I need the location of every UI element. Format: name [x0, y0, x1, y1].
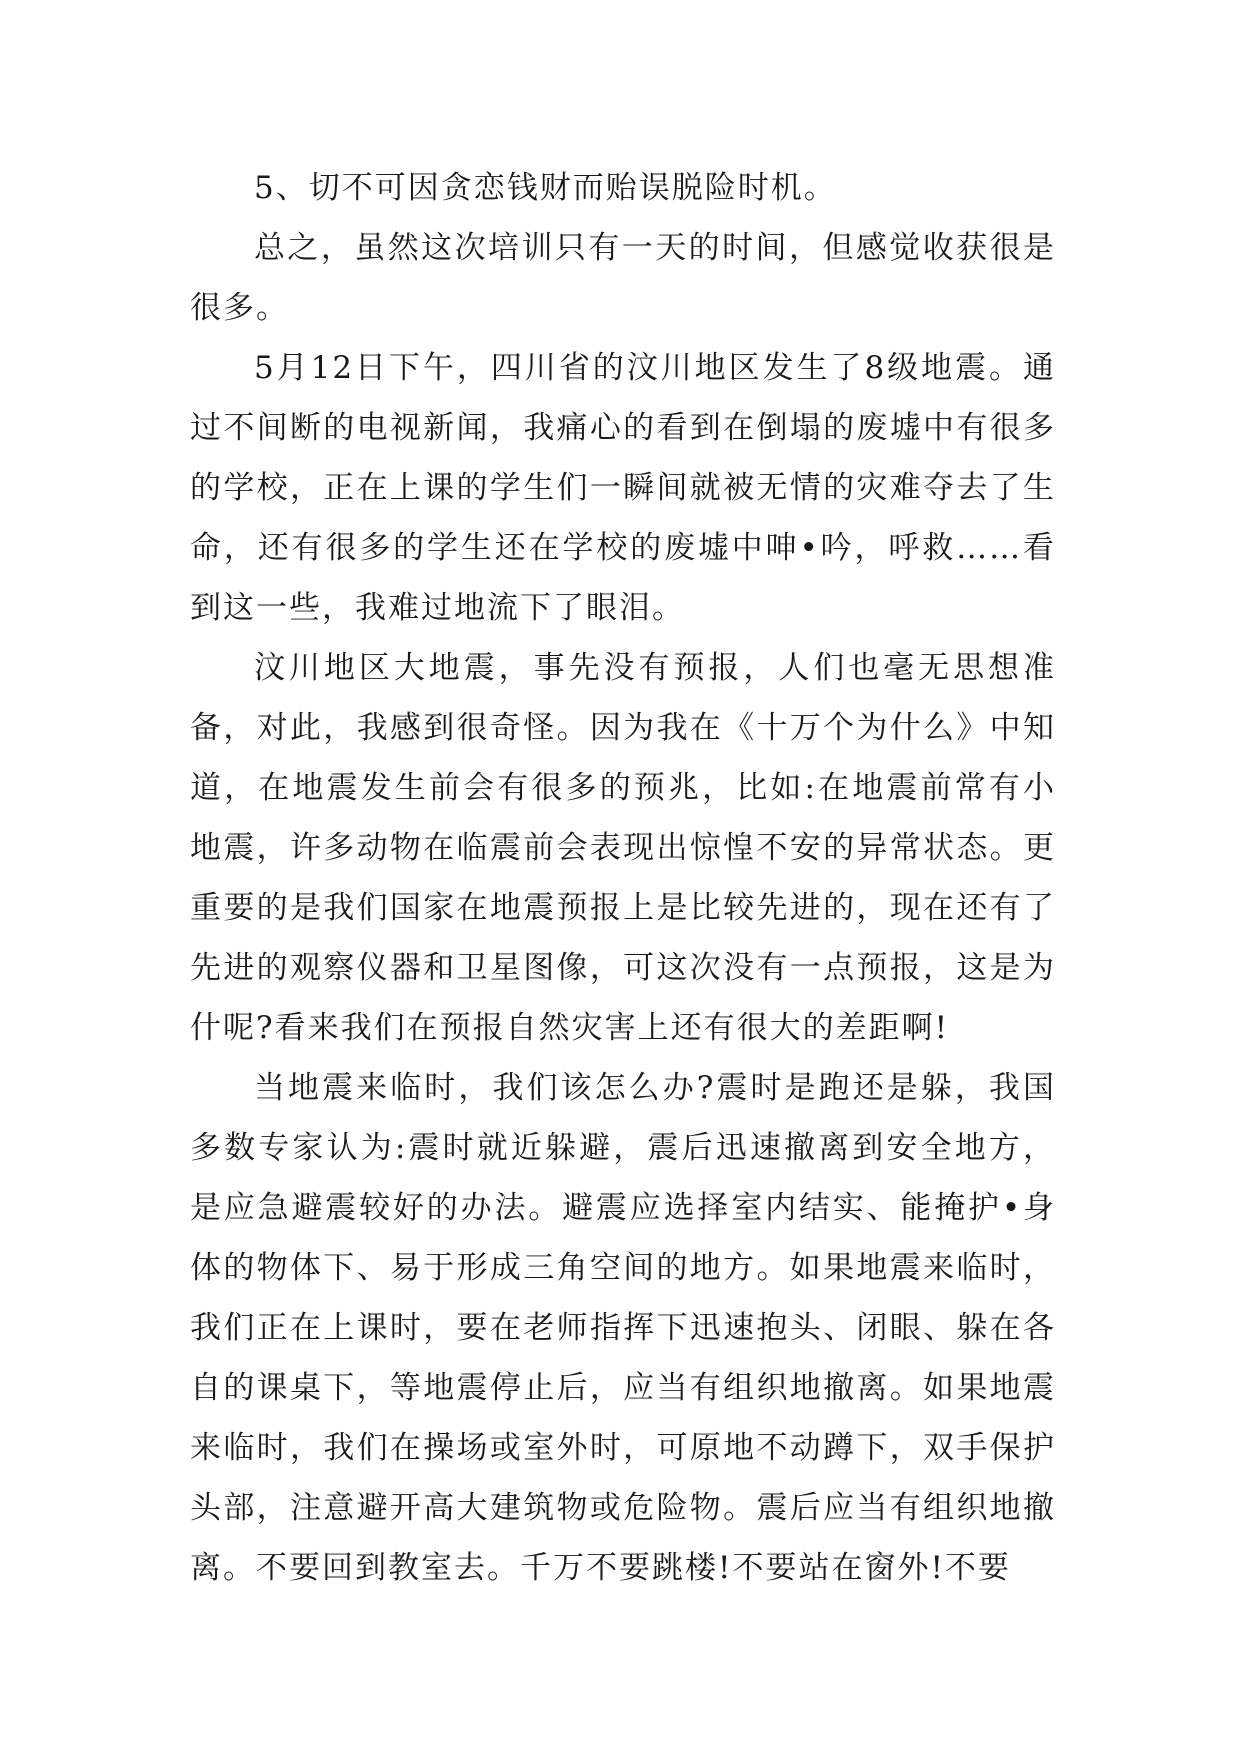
paragraph-wenchuan-earthquake: 5月12日下午，四川省的汶川地区发生了8级地震。通过不间断的电视新闻，我痛心的看到在倒塌的废墟中有很多的学校，正在上课的学生们一瞬间就被无情的灾难夺去了生命，还有很多的学生还在学校的废墟中呻•吟，呼救……看到这一些，我难过地流下了眼泪。 — [190, 350, 1056, 626]
paragraph-no-forecast: 汶川地区大地震，事先没有预报，人们也毫无思想准备，对此，我感到很奇怪。因为我在《十万个为什么》中知道，在地震发生前会有很多的预兆，比如:在地震前常有小地震，许多动物在临震前会表现出惊惶不安的异常状态。更重要的是我们国家在地震预报上是比较先进的，现在还有了先进的观察仪器和卫星图像，可这次没有一点预报，这是为什呢?看来我们在预报自然灾害上还有很大的差距啊! — [190, 650, 1056, 1046]
document-body — [190, 158, 1056, 1598]
paragraph-what-to-do: 当地震来临时，我们该怎么办?震时是跑还是躲，我国多数专家认为:震时就近躲避，震后迅速撤离到安全地方，是应急避震较好的办法。避震应选择室内结实、能掩护•身体的物体下、易于形成三角空间的地方。如果地震来临时，我们正在上课时，要在老师指挥下迅速抱头、闭眼、躲在各自的课桌下，等地震停止后，应当有组织地撤离。如果地震来临时，我们在操场或室外时，可原地不动蹲下，双手保护头部，注意避开高大建筑物或危险物。震后应当有组织地撤离。不要回到教室去。千万不要跳楼!不要站在窗外!不要 — [190, 1070, 1056, 1586]
paragraph-summary: 总之，虽然这次培训只有一天的时间，但感觉收获很是很多。 — [190, 230, 1056, 326]
paragraph-tip-5: 5、切不可因贪恋钱财而贻误脱险时机。 — [254, 170, 837, 206]
